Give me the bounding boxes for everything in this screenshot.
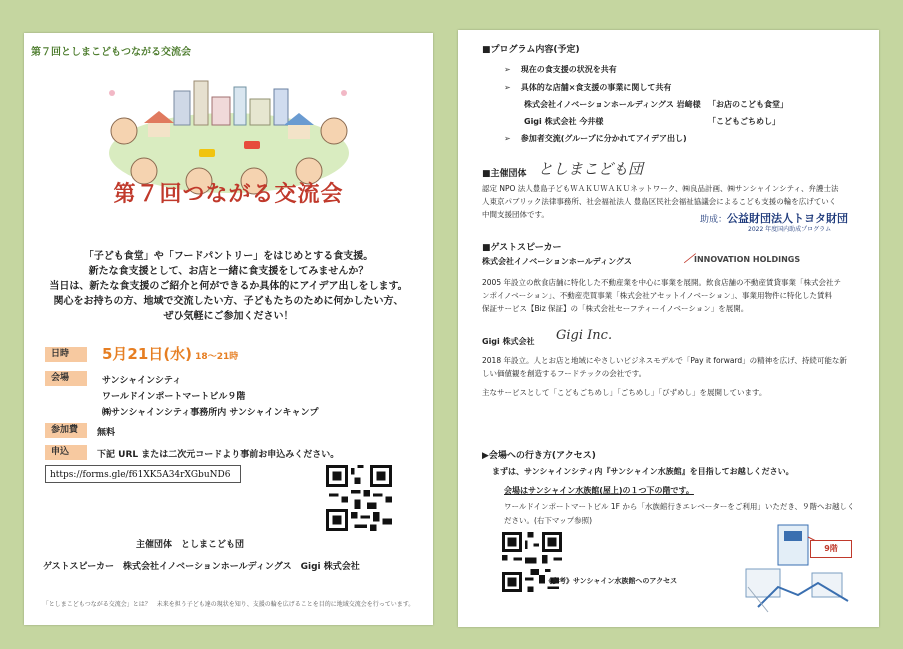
fee-label: 参加費 xyxy=(45,423,87,438)
qr-code-icon[interactable] xyxy=(326,465,392,531)
arrow-icon: ➢ xyxy=(504,65,511,74)
program-speaker-topic: 「お店のこども食堂」 xyxy=(708,100,788,109)
event-date: 5月21日(水) 18～21時 xyxy=(102,345,239,363)
venue-line: サンシャインシティ xyxy=(102,376,182,386)
guest2-description: 2018 年設立。人とお店と地域にやさしいビジネスモデルで「Pay it forward」の精神を広げ、持続可能な新 xyxy=(482,356,847,365)
program-heading: ■プログラム内容(予定) xyxy=(482,45,580,55)
guest1-description: ンポイノベーション」、不動産売買事業「株式会社アセットイノベーション」、事業用物件に特化した賃料 xyxy=(482,291,832,300)
access-line: 会場はサンシャイン水族館(屋上)の１つ下の階です。 xyxy=(504,486,694,495)
guest1-name: 株式会社イノベーションホールディングス xyxy=(482,257,632,266)
registration-url[interactable]: https://forms.gle/f61XK5A34rXGbuND6 xyxy=(45,465,241,483)
event-footnote: 「としまこどもつながる交流会」とは？ 未来を担う子ども達の現状を知り、支援の輪を広げることを目的に地域交流会を行っています。 xyxy=(42,601,415,608)
program-speaker: 株式会社イノベーションホールディングス 岩﨑様 xyxy=(524,100,701,109)
access-heading: ▶会場への行き方(アクセス) xyxy=(482,451,596,461)
program-item: ➢ 参加者交流(グループに分かれてアイデア出し) xyxy=(504,134,687,143)
organizer-description: 人東京パブリック法律事務所、社会福祉法人 豊島区民社会福祉協議会によるこども支援の輪を広げていく xyxy=(482,197,837,206)
organizer-heading: ■主催団体 xyxy=(482,169,527,179)
map-caption: 《参考》サンシャイン水族館へのアクセス xyxy=(545,577,678,585)
access-map[interactable] xyxy=(738,517,860,619)
access-line: ださい。(右下マップ参照) xyxy=(504,516,593,525)
guest2-description: 主なサービスとして「こどもごちめし」「ごちめし」「びずめし」を展開しています。 xyxy=(482,388,767,397)
date-label: 日時 xyxy=(45,347,87,362)
grant-program: 2022 年度国内助成プログラム xyxy=(748,226,832,233)
apply-label: 申込 xyxy=(45,445,87,460)
event-series-title: 第７回としまこどもつながる交流会 xyxy=(31,47,191,58)
program-item: ➢ 具体的な店舗×食支援の事業に関して共有 xyxy=(504,83,672,92)
flyer-front-page xyxy=(24,33,433,625)
venue-label: 会場 xyxy=(45,371,87,386)
floor-tag: 9階 xyxy=(810,540,852,558)
organizer-description: 認定 NPO 法人豊島子どもＷＡＫＵＷＡＫＵネットワーク、㈱良品計画、㈱サンシャインシティ、弁護士法 xyxy=(482,184,839,193)
organizer-description: 中間支援団体です。 xyxy=(482,210,549,219)
venue-line: ワールドインポートマートビル９階 xyxy=(102,392,246,402)
intro-text: 「子ども食堂」や「フードパントリー」をはじめとする食支援。 新たな食支援として、お店と一緒に食支援をしてみませんか？ 当日は、新たな食支援のご紹介と何ができるか具体的にアイデア出しをします。 関心をお持ちの方、地域で交流したい方、子どもたちのために何かしたい方、 ぜひ気軽にご参加ください！ xyxy=(49,251,408,322)
guest-heading: ■ゲストスピーカー xyxy=(482,243,562,253)
access-line: まずは、サンシャインシティ内『サンシャイン水族館』を目指してお越しください。 xyxy=(492,467,794,476)
gigi-logo: Gigi Inc. xyxy=(556,328,613,343)
fee-value: 無料 xyxy=(97,428,116,438)
program-speaker: Gigi 株式会社 今井様 xyxy=(524,117,604,126)
venue-line: ㈱サンシャインシティ事務所内 サンシャインキャンプ xyxy=(102,408,319,418)
program-item: ➢ 現在の食支援の状況を共有 xyxy=(504,65,617,74)
arrow-icon: ➢ xyxy=(504,83,511,92)
access-line: ワールドインポートマートビル 1F から「水族館行きエレベーターをご利用」いただき、９階へお越しく xyxy=(504,502,855,511)
flyer-back-page xyxy=(458,30,879,627)
innovation-holdings-logo: ／INNOVATION HOLDINGS xyxy=(684,254,801,265)
guest1-description: 2005 年設立の飲食店舗に特化した不動産業を中心に事業を展開。飲食店舗の不動産賃貸事業「株式会社テ xyxy=(482,278,841,287)
grant-credit: 助成：公益財団法人トヨタ財団 xyxy=(700,212,849,225)
toyota-foundation-logo: 公益財団法人トヨタ財団 xyxy=(727,212,849,225)
apply-text: 下記 URL または二次元コードより事前お申込みください。 xyxy=(97,450,340,460)
toshima-kodomodan-logo: としまこども団 xyxy=(538,160,644,178)
guest2-name: Gigi 株式会社 xyxy=(482,337,535,346)
event-heading: 第７回つながる交流会 xyxy=(113,182,344,207)
guest2-description: しい価値観を創造するフードテックの会社です。 xyxy=(482,369,647,378)
speaker-line: ゲストスピーカー 株式会社イノベーションホールディングス Gigi 株式会社 xyxy=(43,562,360,572)
organizer-line: 主催団体 としまこども団 xyxy=(136,540,245,550)
arrow-icon: ➢ xyxy=(504,134,511,143)
program-speaker-topic: 「こどもごちめし」 xyxy=(708,117,780,126)
guest1-description: 保証サービス【Biz 保証】の「株式会社セーフティーイノベーション」を展開。 xyxy=(482,304,749,313)
